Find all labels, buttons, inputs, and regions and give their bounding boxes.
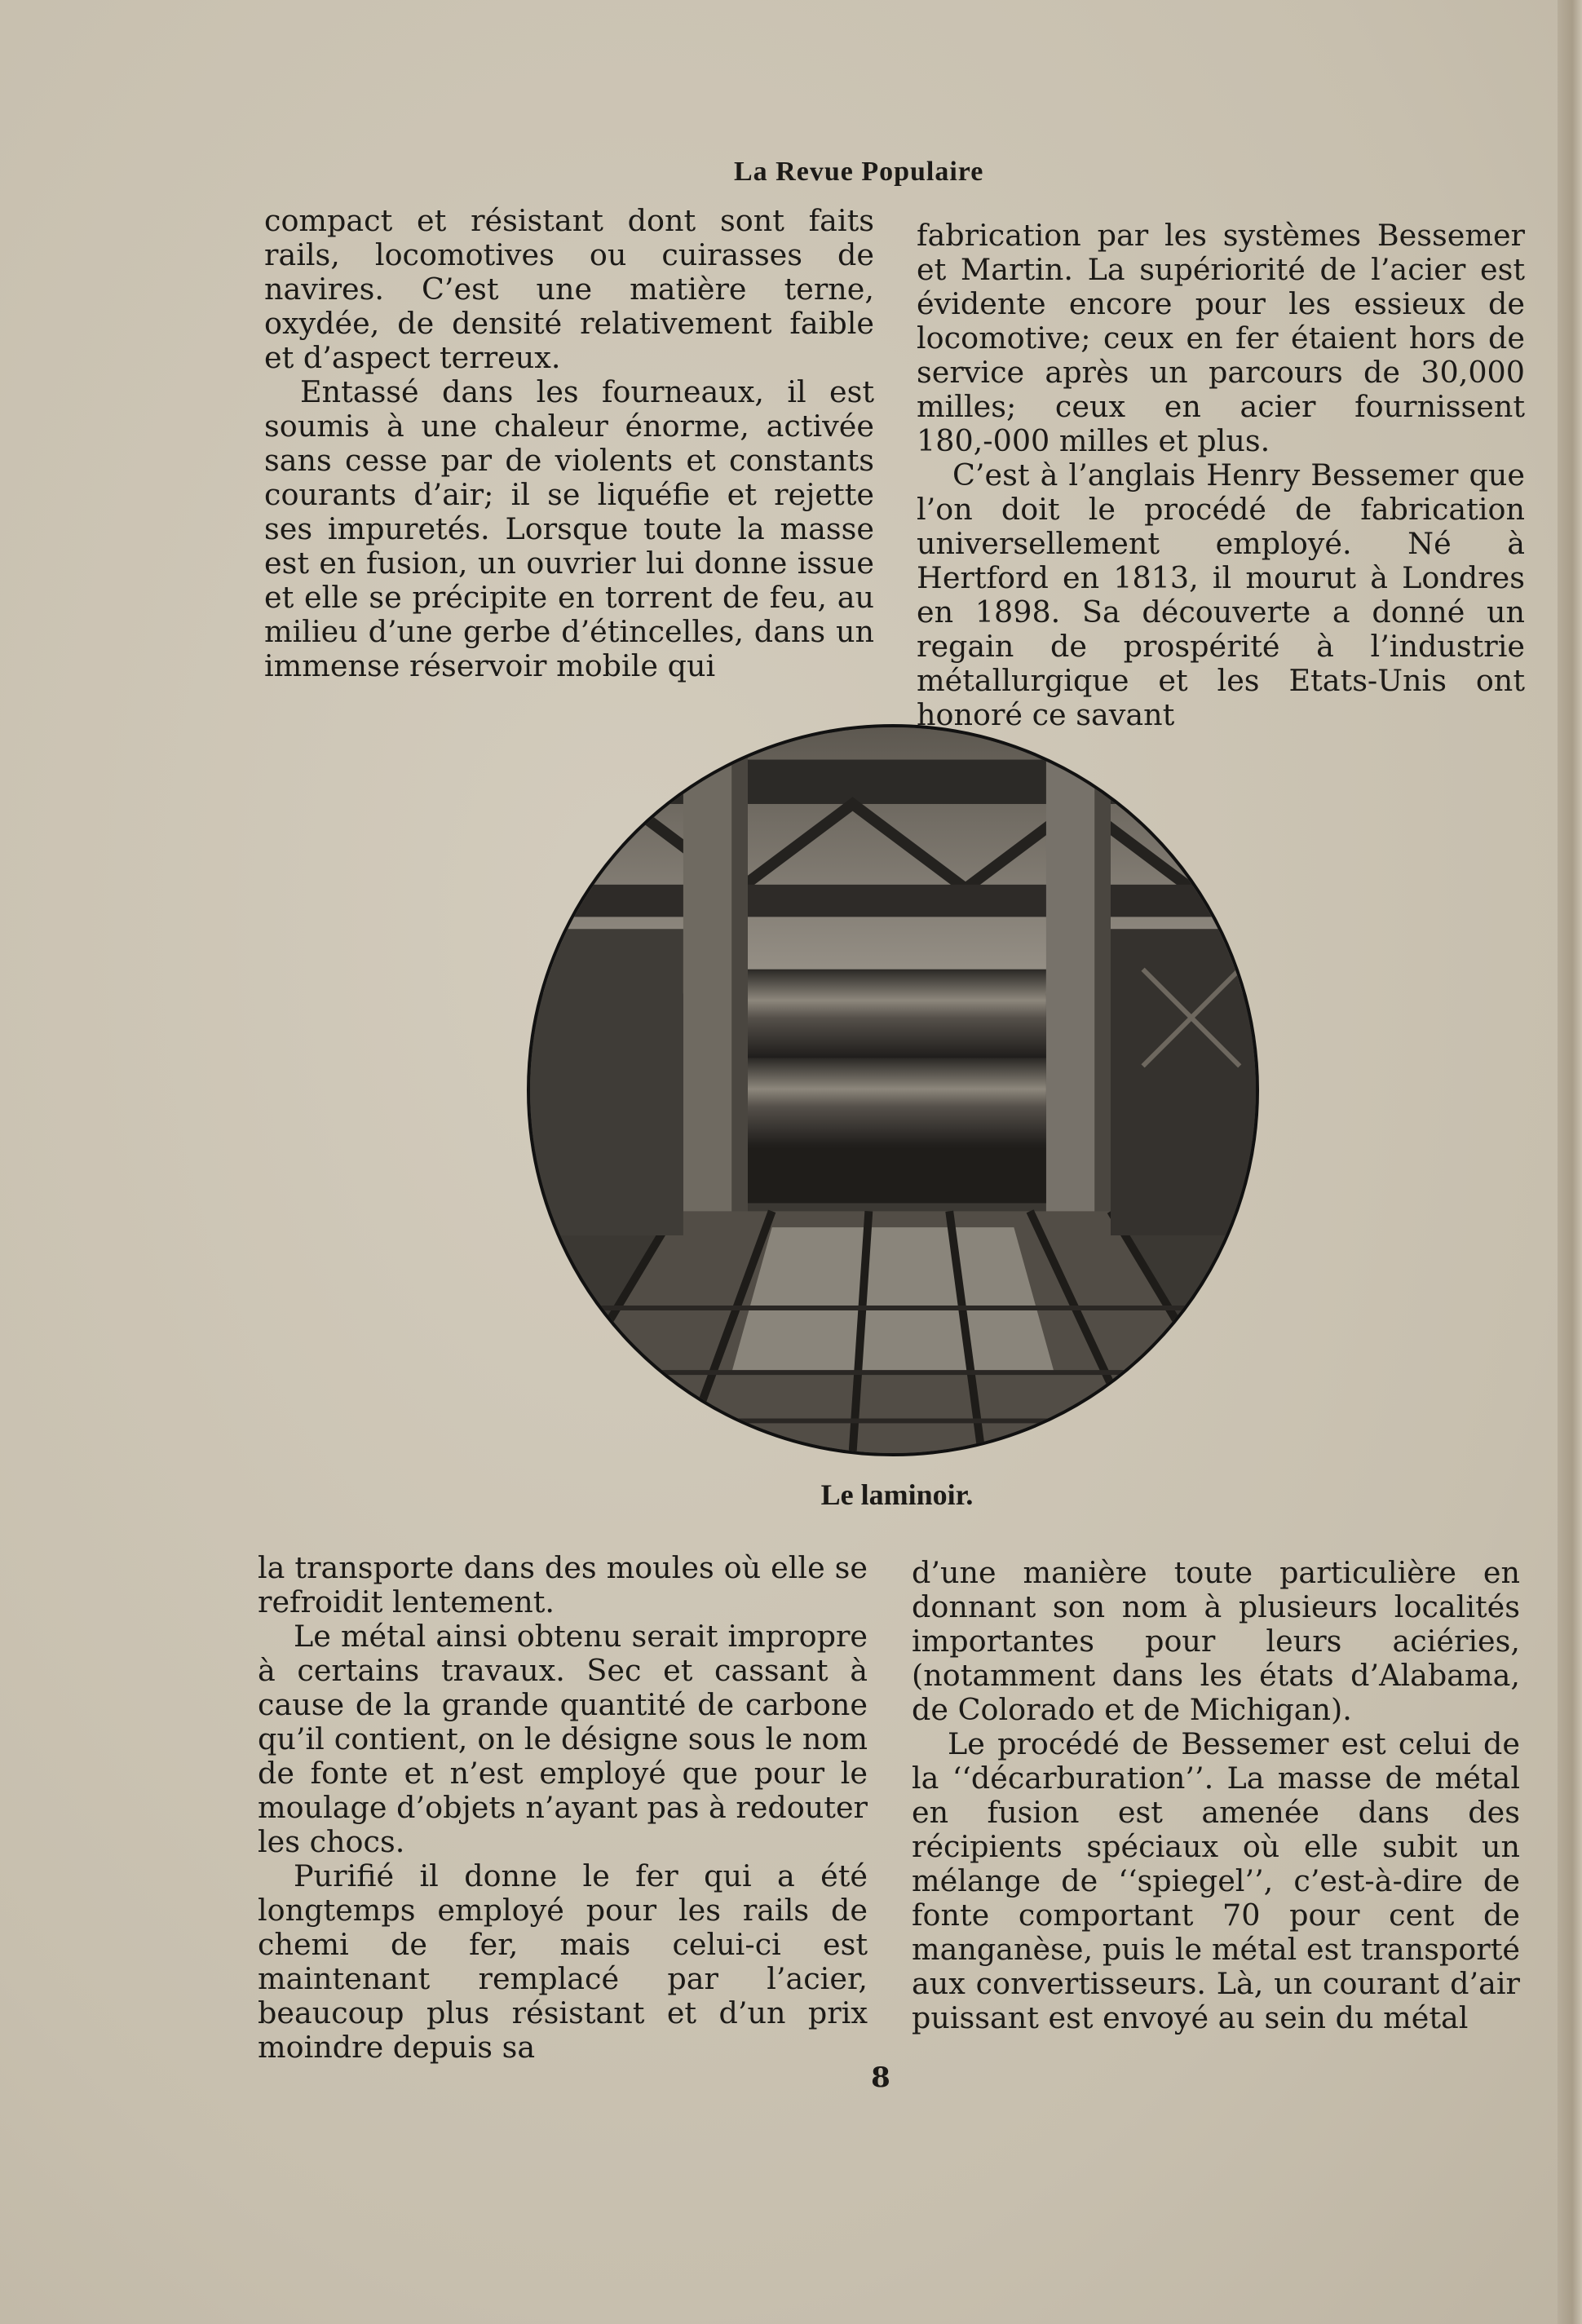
paragraph: Entassé dans les fourneaux, il est soumis à une chaleur énorme, activée sans cesse par de violents et constants courants d’air; il se liquéfie et rejette ses impuretés. Lorsque toute la masse est en fusion, un ouvrier lui donne issue et elle se précipite en torrent de feu, au milieu d’une gerbe d’étincelles, dans un immense réservoir mobile qui: [264, 374, 874, 683]
rolling-mill-illustration: [530, 727, 1256, 1453]
figure-caption: Le laminoir.: [820, 1478, 974, 1511]
paragraph: Le procédé de Bessemer est celui de la ‘‘décarburation’’. La masse de métal en fusion est amenée dans des récipients spéciaux où elle subit un mélange de ‘‘spiegel’’, c’est-à-dire de fonte comportant 70 pour cent de manganèse, puis le métal est transporté aux convertisseurs. Là, un courant d’air puissant est envoyé au sein du métal: [912, 1726, 1520, 2035]
column-bottom-right: [912, 1556, 1520, 2035]
paragraph: la transporte dans des moules où elle se refroidit lentement.: [258, 1550, 868, 1619]
page-number: 8: [871, 2061, 890, 2094]
rolling-mill-photo: [527, 724, 1259, 1456]
running-title: La Revue Populaire: [734, 157, 984, 187]
paragraph: Le métal ainsi obtenu serait impropre à certains travaux. Sec et cassant à cause de la grande quantité de carbone qu’il contient, on le désigne sous le nom de fonte et n’est employé que pour le moulage d’objets n’ayant pas à redouter les chocs.: [258, 1619, 868, 1859]
paragraph: C’est à l’anglais Henry Bessemer que l’on doit le procédé de fabrication universellement employé. Né à Hertford en 1813, il mourut à Londres en 1898. Sa découverte a donné un regain de prospérité à l’industrie métallurgique et les Etats-Unis ont honoré ce savant: [917, 457, 1525, 732]
column-bottom-left: [258, 1551, 868, 2065]
column-top-left: [264, 204, 874, 683]
paragraph: Purifié il donne le fer qui a été longtemps employé pour les rails de chemi de fer, mais celui-ci est maintenant remplacé par l’acier, beaucoup plus résistant et d’un prix moindre depuis sa: [258, 1858, 868, 2065]
paragraph: fabrication par les systèmes Bessemer et Martin. La supériorité de l’acier est évidente encore pour les essieux de locomotive; ceux en fer étaient hors de service après un parcours de 30,000 milles; ceux en acier fournissent 180,-000 milles et plus.: [917, 218, 1525, 458]
paragraph: compact et résistant dont sont faits rails, locomotives ou cuirasses de navires. C’est une matière terne, oxydée, de densité relativement faible et d’aspect terreux.: [264, 203, 874, 375]
paragraph: d’une manière toute particulière en donnant son nom à plusieurs localités importantes pour leurs aciéries, (notamment dans les états d’Alabama, de Colorado et de Michigan).: [912, 1555, 1520, 1727]
page-edge: [1558, 0, 1582, 2324]
column-top-right: [917, 219, 1525, 732]
